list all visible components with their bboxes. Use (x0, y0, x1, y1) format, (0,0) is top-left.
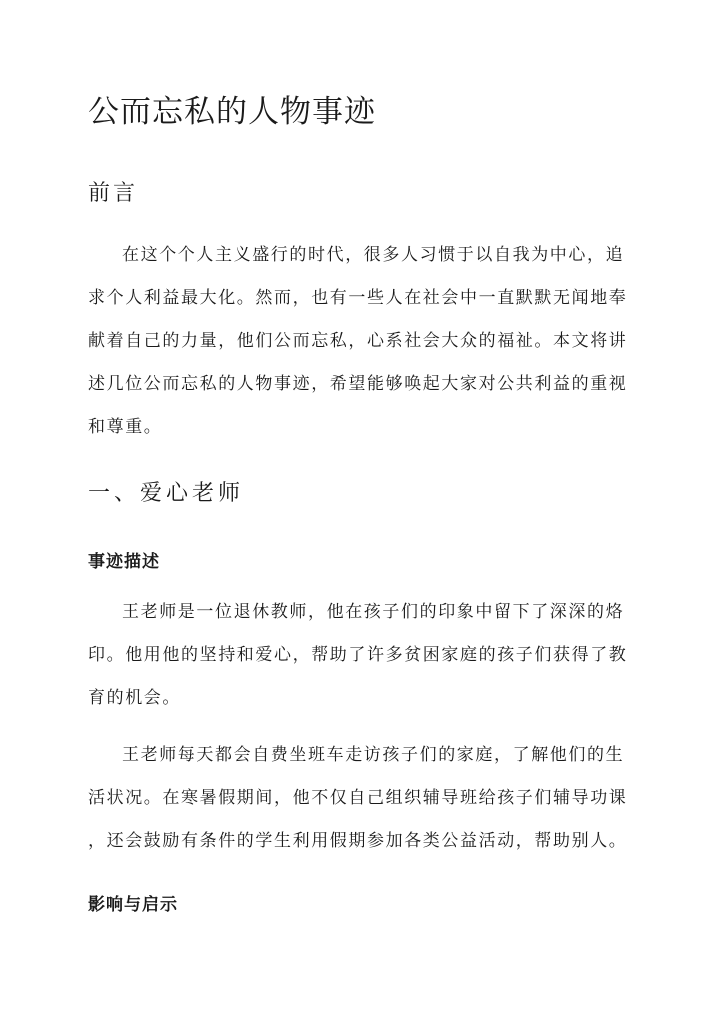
paragraph-line: 和尊重。 (88, 417, 163, 437)
paragraph-line: 王老师是一位退休教师，他在孩子们的印象中留下了深深的烙 (122, 602, 625, 622)
subheading-deeds: 事迹描述 (88, 552, 160, 572)
deeds-paragraph-1 (88, 591, 632, 720)
paragraph-line: 献着自己的力量，他们公而忘私，心系社会大众的福祉。本文将讲 (88, 331, 628, 351)
paragraph-line: ，还会鼓励有条件的学生利用假期参加各类公益活动，帮助别人。 (88, 831, 628, 851)
paragraph-line: 王老师每天都会自费坐班车走访孩子们的家庭，了解他们的生 (122, 745, 625, 765)
paragraph-line: 活状况。在寒暑假期间，他不仅自己组织辅导班给孩子们辅导功课 (88, 788, 628, 808)
section-heading-caring-teacher: 一、爱心老师 (88, 481, 245, 506)
paragraph-line: 述几位公而忘私的人物事迹，希望能够唤起大家对公共利益的重视 (88, 374, 628, 394)
document-title: 公而忘私的人物事迹 (88, 94, 376, 130)
paragraph-line: 印。他用他的坚持和爱心，帮助了许多贫困家庭的孩子们获得了教 (88, 645, 628, 665)
preface-paragraph (88, 234, 632, 449)
subheading-impact: 影响与启示 (88, 895, 178, 915)
paragraph-line: 在这个个人主义盛行的时代，很多人习惯于以自我为中心，追 (122, 245, 625, 265)
deeds-paragraph-2 (88, 734, 632, 863)
preface-heading: 前言 (88, 181, 139, 206)
paragraph-line: 育的机会。 (88, 688, 181, 708)
paragraph-line: 求个人利益最大化。然而，也有一些人在社会中一直默默无闻地奉 (88, 288, 628, 308)
